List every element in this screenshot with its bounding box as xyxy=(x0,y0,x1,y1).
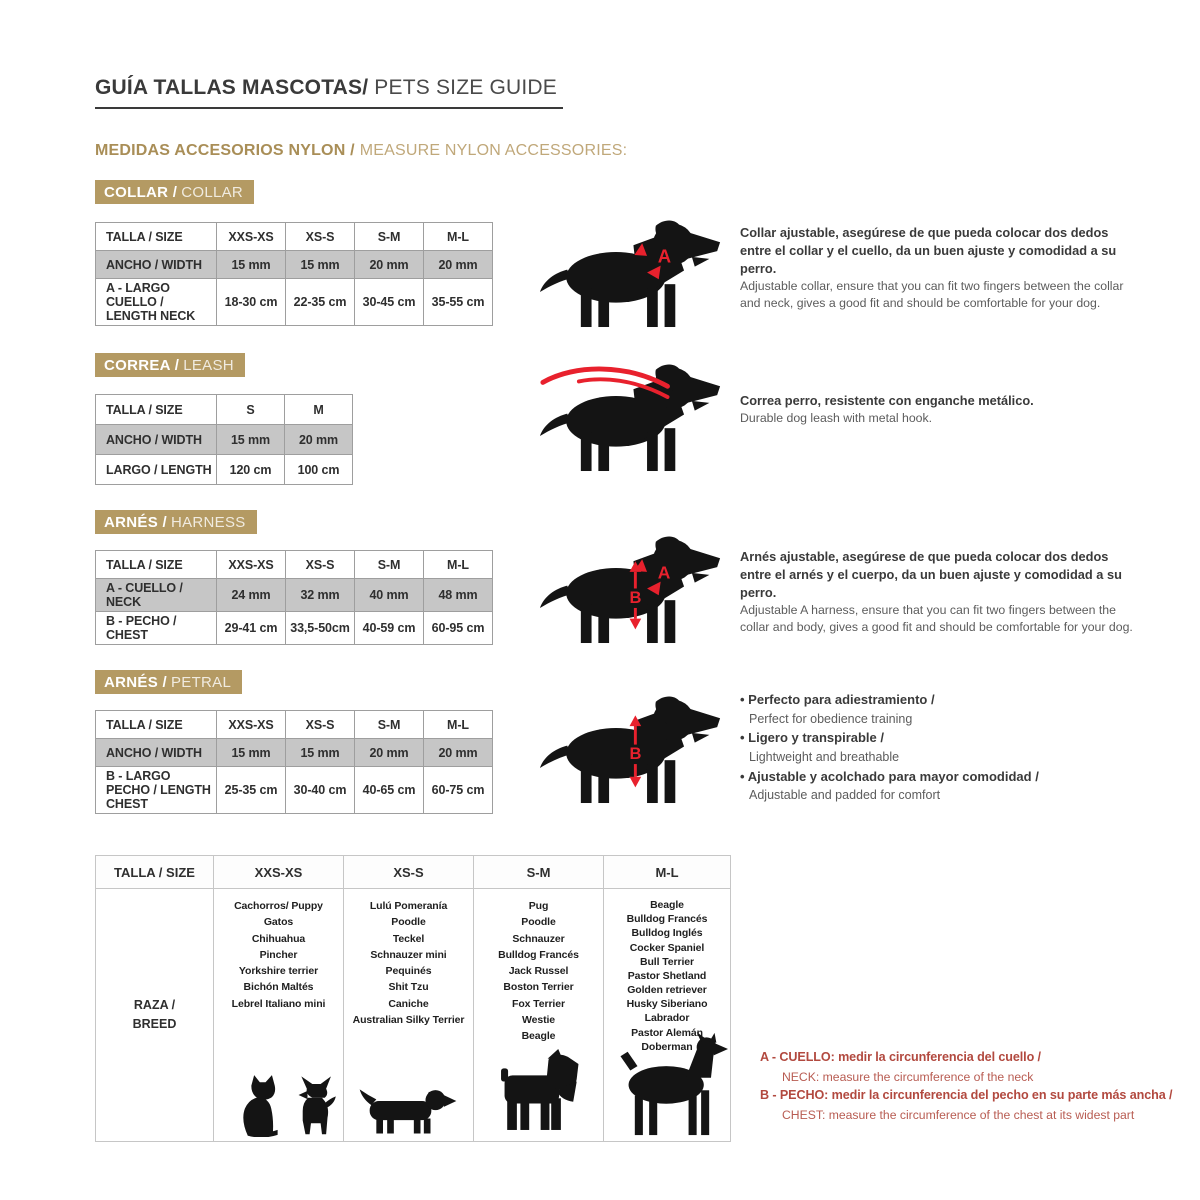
petral-bullet-en: Lightweight and breathable xyxy=(749,749,900,764)
harness-badge-en: HARNESS xyxy=(170,514,246,531)
breed-list: Pug Poodle Schnauzer Bulldog Francés Jack Russel Boston Terrier Fox Terrier Westie Beagle xyxy=(498,900,579,1043)
table-cell: 40-65 cm xyxy=(355,767,424,814)
table-row xyxy=(96,767,493,814)
breed-list: Lulú Pomeranía Poodle Teckel Schnauzer mini Pequinés Shit Tzu Caniche Australian Silky Terrier xyxy=(352,900,465,1026)
table-row xyxy=(96,579,493,612)
breed-cell-s-m xyxy=(474,889,604,1142)
page-title-en: PETS SIZE GUIDE xyxy=(374,76,557,99)
table-cell: M-L xyxy=(424,551,493,579)
collar-badge-es: COLLAR / xyxy=(104,184,178,201)
table-cell: 120 cm xyxy=(217,455,285,485)
collar-desc-en: Adjustable collar, ensure that you can fit two fingers between the collar and neck, gives a good fit and should be comfortable for your dog. xyxy=(740,278,1124,310)
measure-label-a: A xyxy=(657,245,672,267)
note-chest-en: CHEST: measure the circumference of the chest at its widest part xyxy=(782,1107,1135,1122)
breed-row-label xyxy=(96,889,214,1142)
chihuahua-silhouette-icon xyxy=(286,1075,338,1137)
table-cell: XS-S xyxy=(286,223,355,251)
table-cell: 32 mm xyxy=(286,579,355,612)
table-row xyxy=(96,856,731,889)
table-cell: ANCHO / WIDTH xyxy=(96,425,217,455)
page-subtitle xyxy=(95,142,627,160)
table-cell: 40 mm xyxy=(355,579,424,612)
petral-badge-es: ARNÉS / xyxy=(104,674,167,691)
schnauzer-silhouette-icon xyxy=(494,1049,582,1137)
harness-desc-en: Adjustable A harness, ensure that you can fit two fingers between the collar and body, gives a good fit and should be comfortable for your dog. xyxy=(740,602,1133,634)
petral-bullet-es: • Perfecto para adiestramiento / xyxy=(740,692,935,707)
petral-features xyxy=(740,690,1160,805)
table-cell: A - CUELLO / NECK xyxy=(96,579,217,612)
dog-petral-diagram xyxy=(538,692,723,804)
breed-cell-m-l xyxy=(604,889,731,1142)
table-cell: 30-40 cm xyxy=(286,767,355,814)
table-cell: XXS-XS xyxy=(217,551,286,579)
measure-label-a: A xyxy=(657,562,671,583)
measuring-notes xyxy=(760,1048,1192,1125)
harness-description xyxy=(740,548,1140,636)
table-row xyxy=(96,551,493,579)
table-cell: 60-75 cm xyxy=(424,767,493,814)
table-cell: TALLA / SIZE xyxy=(96,395,217,425)
measure-label-b: B xyxy=(629,588,642,608)
breed-cell-xxs-xs xyxy=(214,889,344,1142)
table-cell: B - LARGO PECHO / LENGTH CHEST xyxy=(96,767,217,814)
breed-row-label-es: RAZA / xyxy=(133,998,176,1013)
page-title xyxy=(95,76,563,109)
dog-harness-diagram xyxy=(538,532,723,644)
dog-collar-diagram xyxy=(538,216,723,328)
table-cell: 15 mm xyxy=(217,251,286,279)
table-cell: XXS-XS xyxy=(217,711,286,739)
table-cell: TALLA / SIZE xyxy=(96,551,217,579)
table-cell: 30-45 cm xyxy=(355,279,424,326)
table-cell: 60-95 cm xyxy=(424,612,493,645)
table-cell: A - LARGO CUELLO / LENGTH NECK xyxy=(96,279,217,326)
harness-size-table xyxy=(95,550,493,645)
table-cell: 20 mm xyxy=(285,425,353,455)
table-row xyxy=(96,395,353,425)
leash-size-table xyxy=(95,394,353,485)
collar-desc-es: Collar ajustable, asegúrese de que pueda colocar dos dedos entre el collar y el cuello, da un buen ajuste y comodidad a su perro. xyxy=(740,225,1117,276)
petral-bullet-en: Adjustable and padded for comfort xyxy=(749,788,941,802)
leash-desc-es: Correa perro, resistente con enganche metálico. xyxy=(740,393,1034,408)
table-cell: 24 mm xyxy=(217,579,286,612)
table-row xyxy=(96,223,493,251)
table-cell: S-M xyxy=(355,223,424,251)
breed-row-label-en: BREED xyxy=(132,1017,177,1031)
table-cell: 20 mm xyxy=(355,251,424,279)
collar-description xyxy=(740,224,1140,312)
collar-size-table xyxy=(95,222,493,326)
page-subtitle-en: MEASURE NYLON ACCESSORIES: xyxy=(359,142,628,159)
table-cell: 20 mm xyxy=(424,739,493,767)
dachshund-silhouette-icon xyxy=(358,1085,458,1137)
petral-size-table xyxy=(95,710,493,814)
table-cell: XS-S xyxy=(286,551,355,579)
petral-bullet-es: • Ligero y transpirable / xyxy=(740,730,884,746)
doberman-silhouette-icon xyxy=(616,1031,728,1137)
table-cell: 48 mm xyxy=(424,579,493,612)
table-cell: S-M xyxy=(474,856,604,889)
table-cell: M-L xyxy=(424,223,493,251)
table-cell: 18-30 cm xyxy=(217,279,286,326)
table-cell: 33,5-50cm xyxy=(286,612,355,645)
table-cell: 15 mm xyxy=(217,425,285,455)
table-row xyxy=(96,612,493,645)
table-cell: 25-35 cm xyxy=(217,767,286,814)
table-row xyxy=(96,279,493,326)
table-cell: TALLA / SIZE xyxy=(96,856,214,889)
breeds-table xyxy=(95,855,731,1142)
harness-badge-es: ARNÉS / xyxy=(104,514,167,531)
table-cell: XS-S xyxy=(286,711,355,739)
table-cell: 35-55 cm xyxy=(424,279,493,326)
page-title-es: GUÍA TALLAS MASCOTAS/ xyxy=(95,76,369,99)
table-cell: 22-35 cm xyxy=(286,279,355,326)
petral-section-badge xyxy=(95,670,242,694)
table-cell: 15 mm xyxy=(286,739,355,767)
table-cell: 20 mm xyxy=(424,251,493,279)
table-cell: S xyxy=(217,395,285,425)
dog-leash-diagram xyxy=(538,360,723,472)
petral-bullet-es: • Ajustable y acolchado para mayor comodidad / xyxy=(740,768,1039,784)
petral-bullet-en: Perfect for obedience training xyxy=(749,711,913,726)
table-cell: 15 mm xyxy=(286,251,355,279)
breed-list: Beagle Bulldog Francés Bulldog Inglés Cocker Spaniel Bull Terrier Pastor Shetland Golden retriever Husky Siberiano Labrador Pastor Alemán Doberman xyxy=(626,899,708,1053)
note-neck-es: A - CUELLO: medir la circunferencia del cuello / xyxy=(760,1050,1041,1064)
table-cell: 20 mm xyxy=(355,739,424,767)
table-row xyxy=(96,739,493,767)
page-subtitle-es: MEDIDAS ACCESORIOS NYLON / xyxy=(95,142,355,159)
table-cell: M xyxy=(285,395,353,425)
harness-desc-es: Arnés ajustable, asegúrese de que pueda colocar dos dedos entre el arnés y el cuerpo, da un buen ajuste y comodidad a su perro. xyxy=(740,549,1122,600)
leash-section-badge xyxy=(95,353,245,377)
breed-cell-xs-s xyxy=(344,889,474,1142)
table-cell: M-L xyxy=(424,711,493,739)
collar-badge-en: COLLAR xyxy=(181,184,244,201)
table-cell: M-L xyxy=(604,856,731,889)
table-row xyxy=(96,251,493,279)
note-chest-es: B - PECHO: medir la circunferencia del pecho en su parte más ancha / xyxy=(760,1088,1173,1103)
table-cell: XS-S xyxy=(344,856,474,889)
table-cell: LARGO / LENGTH xyxy=(96,455,217,485)
table-cell: S-M xyxy=(355,551,424,579)
table-cell: 29-41 cm xyxy=(217,612,286,645)
leash-badge-en: LEASH xyxy=(183,357,234,374)
table-row xyxy=(96,889,731,1142)
cat-silhouette-icon xyxy=(232,1073,282,1137)
breed-list: Cachorros/ Puppy Gatos Chihuahua Pincher Yorkshire terrier Bichón Maltés Lebrel Italiano mini xyxy=(231,900,326,1010)
table-cell: B - PECHO / CHEST xyxy=(96,612,217,645)
table-cell: TALLA / SIZE xyxy=(96,711,217,739)
leash-badge-es: CORREA / xyxy=(104,357,180,374)
table-cell: 40-59 cm xyxy=(355,612,424,645)
table-row xyxy=(96,711,493,739)
table-row xyxy=(96,425,353,455)
table-cell: TALLA / SIZE xyxy=(96,223,217,251)
table-cell: XXS-XS xyxy=(217,223,286,251)
table-row xyxy=(96,455,353,485)
leash-description xyxy=(740,392,1140,427)
table-cell: ANCHO / WIDTH xyxy=(96,739,217,767)
harness-section-badge xyxy=(95,510,257,534)
table-cell: 100 cm xyxy=(285,455,353,485)
table-cell: XXS-XS xyxy=(214,856,344,889)
measure-label-b: B xyxy=(629,744,642,764)
table-cell: ANCHO / WIDTH xyxy=(96,251,217,279)
table-cell: 15 mm xyxy=(217,739,286,767)
leash-desc-en: Durable dog leash with metal hook. xyxy=(740,410,933,425)
table-cell: S-M xyxy=(355,711,424,739)
note-neck-en: NECK: measure the circumference of the neck xyxy=(782,1069,1034,1084)
collar-section-badge xyxy=(95,180,254,204)
petral-badge-en: PETRAL xyxy=(170,674,232,691)
